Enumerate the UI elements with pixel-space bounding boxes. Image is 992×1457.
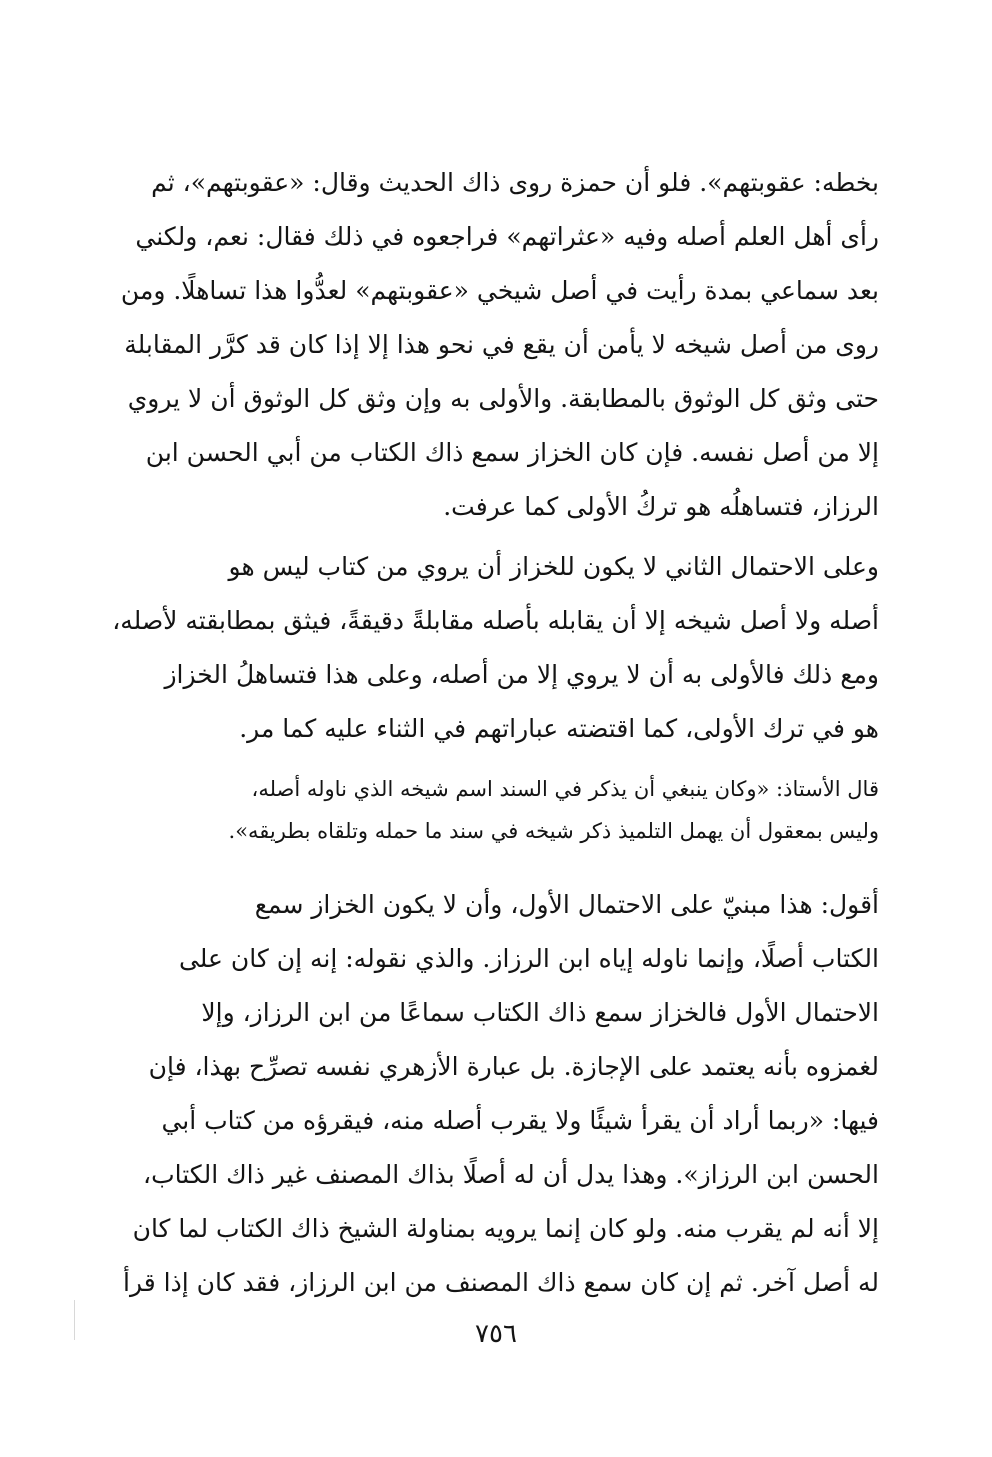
quote-line: قال الأستاذ: «وكان ينبغي أن يذكر في السند اسم شيخه الذي ناوله أصله، (251, 777, 879, 801)
paragraph-1 (102, 156, 879, 534)
text-line: روى من أصل شيخه لا يأمن أن يقع في نحو هذا إلا إذا كان قد كرَّر المقابلة (124, 330, 879, 359)
text-line: الكتاب أصلًا، وإنما ناوله إياه ابن الرزاز. والذي نقوله: إنه إن كان على (178, 944, 879, 973)
text-line: ومع ذلك فالأولى به أن لا يروي إلا من أصله، وعلى هذا فتساهلُ الخزاز (164, 660, 879, 689)
text-line: أقول: هذا مبنيّ على الاحتمال الأول، وأن لا يكون الخزاز سمع (254, 890, 879, 919)
text-line: بعد سماعي بمدة رأيت في أصل شيخي «عقوبتهم» لعدُّوا هذا تساهلًا. ومن (120, 276, 879, 305)
text-line: الحسن ابن الرزاز». وهذا يدل أن له أصلًا بذاك المصنف غير ذاك الكتاب، (143, 1160, 879, 1189)
quote-line: وليس بمعقول أن يهمل التلميذ ذكر شيخه في سند ما حمله وتلقاه بطريقه». (228, 819, 879, 843)
paragraph-2 (102, 540, 879, 756)
scan-edge-line (74, 1300, 75, 1340)
text-line: إلا من أصل نفسه. فإن كان الخزاز سمع ذاك الكتاب من أبي الحسن ابن (145, 438, 879, 467)
text-line: بخطه: عقوبتهم». فلو أن حمزة روى ذاك الحديث وقال: «عقوبتهم»، ثم (151, 168, 879, 197)
text-line: لغمزوه بأنه يعتمد على الإجازة. بل عبارة الأزهري نفسه تصرِّح بهذا، فإن (148, 1052, 879, 1081)
text-line: وعلى الاحتمال الثاني لا يكون للخزاز أن يروي من كتاب ليس هو (228, 552, 879, 581)
text-line: هو في ترك الأولى، كما اقتضته عباراتهم في الثناء عليه كما مر. (239, 714, 879, 743)
text-line: رأى أهل العلم أصله وفيه «عثراتهم» فراجعوه في ذلك فقال: نعم، ولكني (135, 222, 879, 251)
text-line: الاحتمال الأول فالخزاز سمع ذاك الكتاب سماعًا من ابن الرزاز، وإلا (201, 998, 879, 1027)
page-number: ٧٥٦ (475, 1319, 517, 1349)
text-line: إلا أنه لم يقرب منه. ولو كان إنما يرويه بمناولة الشيخ ذاك الكتاب لما كان (132, 1214, 879, 1243)
quoted-paragraph (102, 768, 879, 852)
text-line: له أصل آخر. ثم إن كان سمع ذاك المصنف من ابن الرزاز، فقد كان إذا قرأ (123, 1268, 879, 1297)
text-line: حتى وثق كل الوثوق بالمطابقة. والأولى به وإن وثق كل الوثوق أن لا يروي (127, 384, 879, 413)
text-line: الرزاز، فتساهلُه هو تركُ الأولى كما عرفت. (443, 492, 879, 521)
text-line: فيها: «ربما أراد أن يقرأ شيئًا ولا يقرب أصله منه، فيقرؤه من كتاب أبي (161, 1106, 879, 1135)
paragraph-4 (102, 878, 879, 1310)
text-line: أصله ولا أصل شيخه إلا أن يقابله بأصله مقابلةً دقيقةً، فيثق بمطابقته لأصله، (112, 606, 879, 635)
